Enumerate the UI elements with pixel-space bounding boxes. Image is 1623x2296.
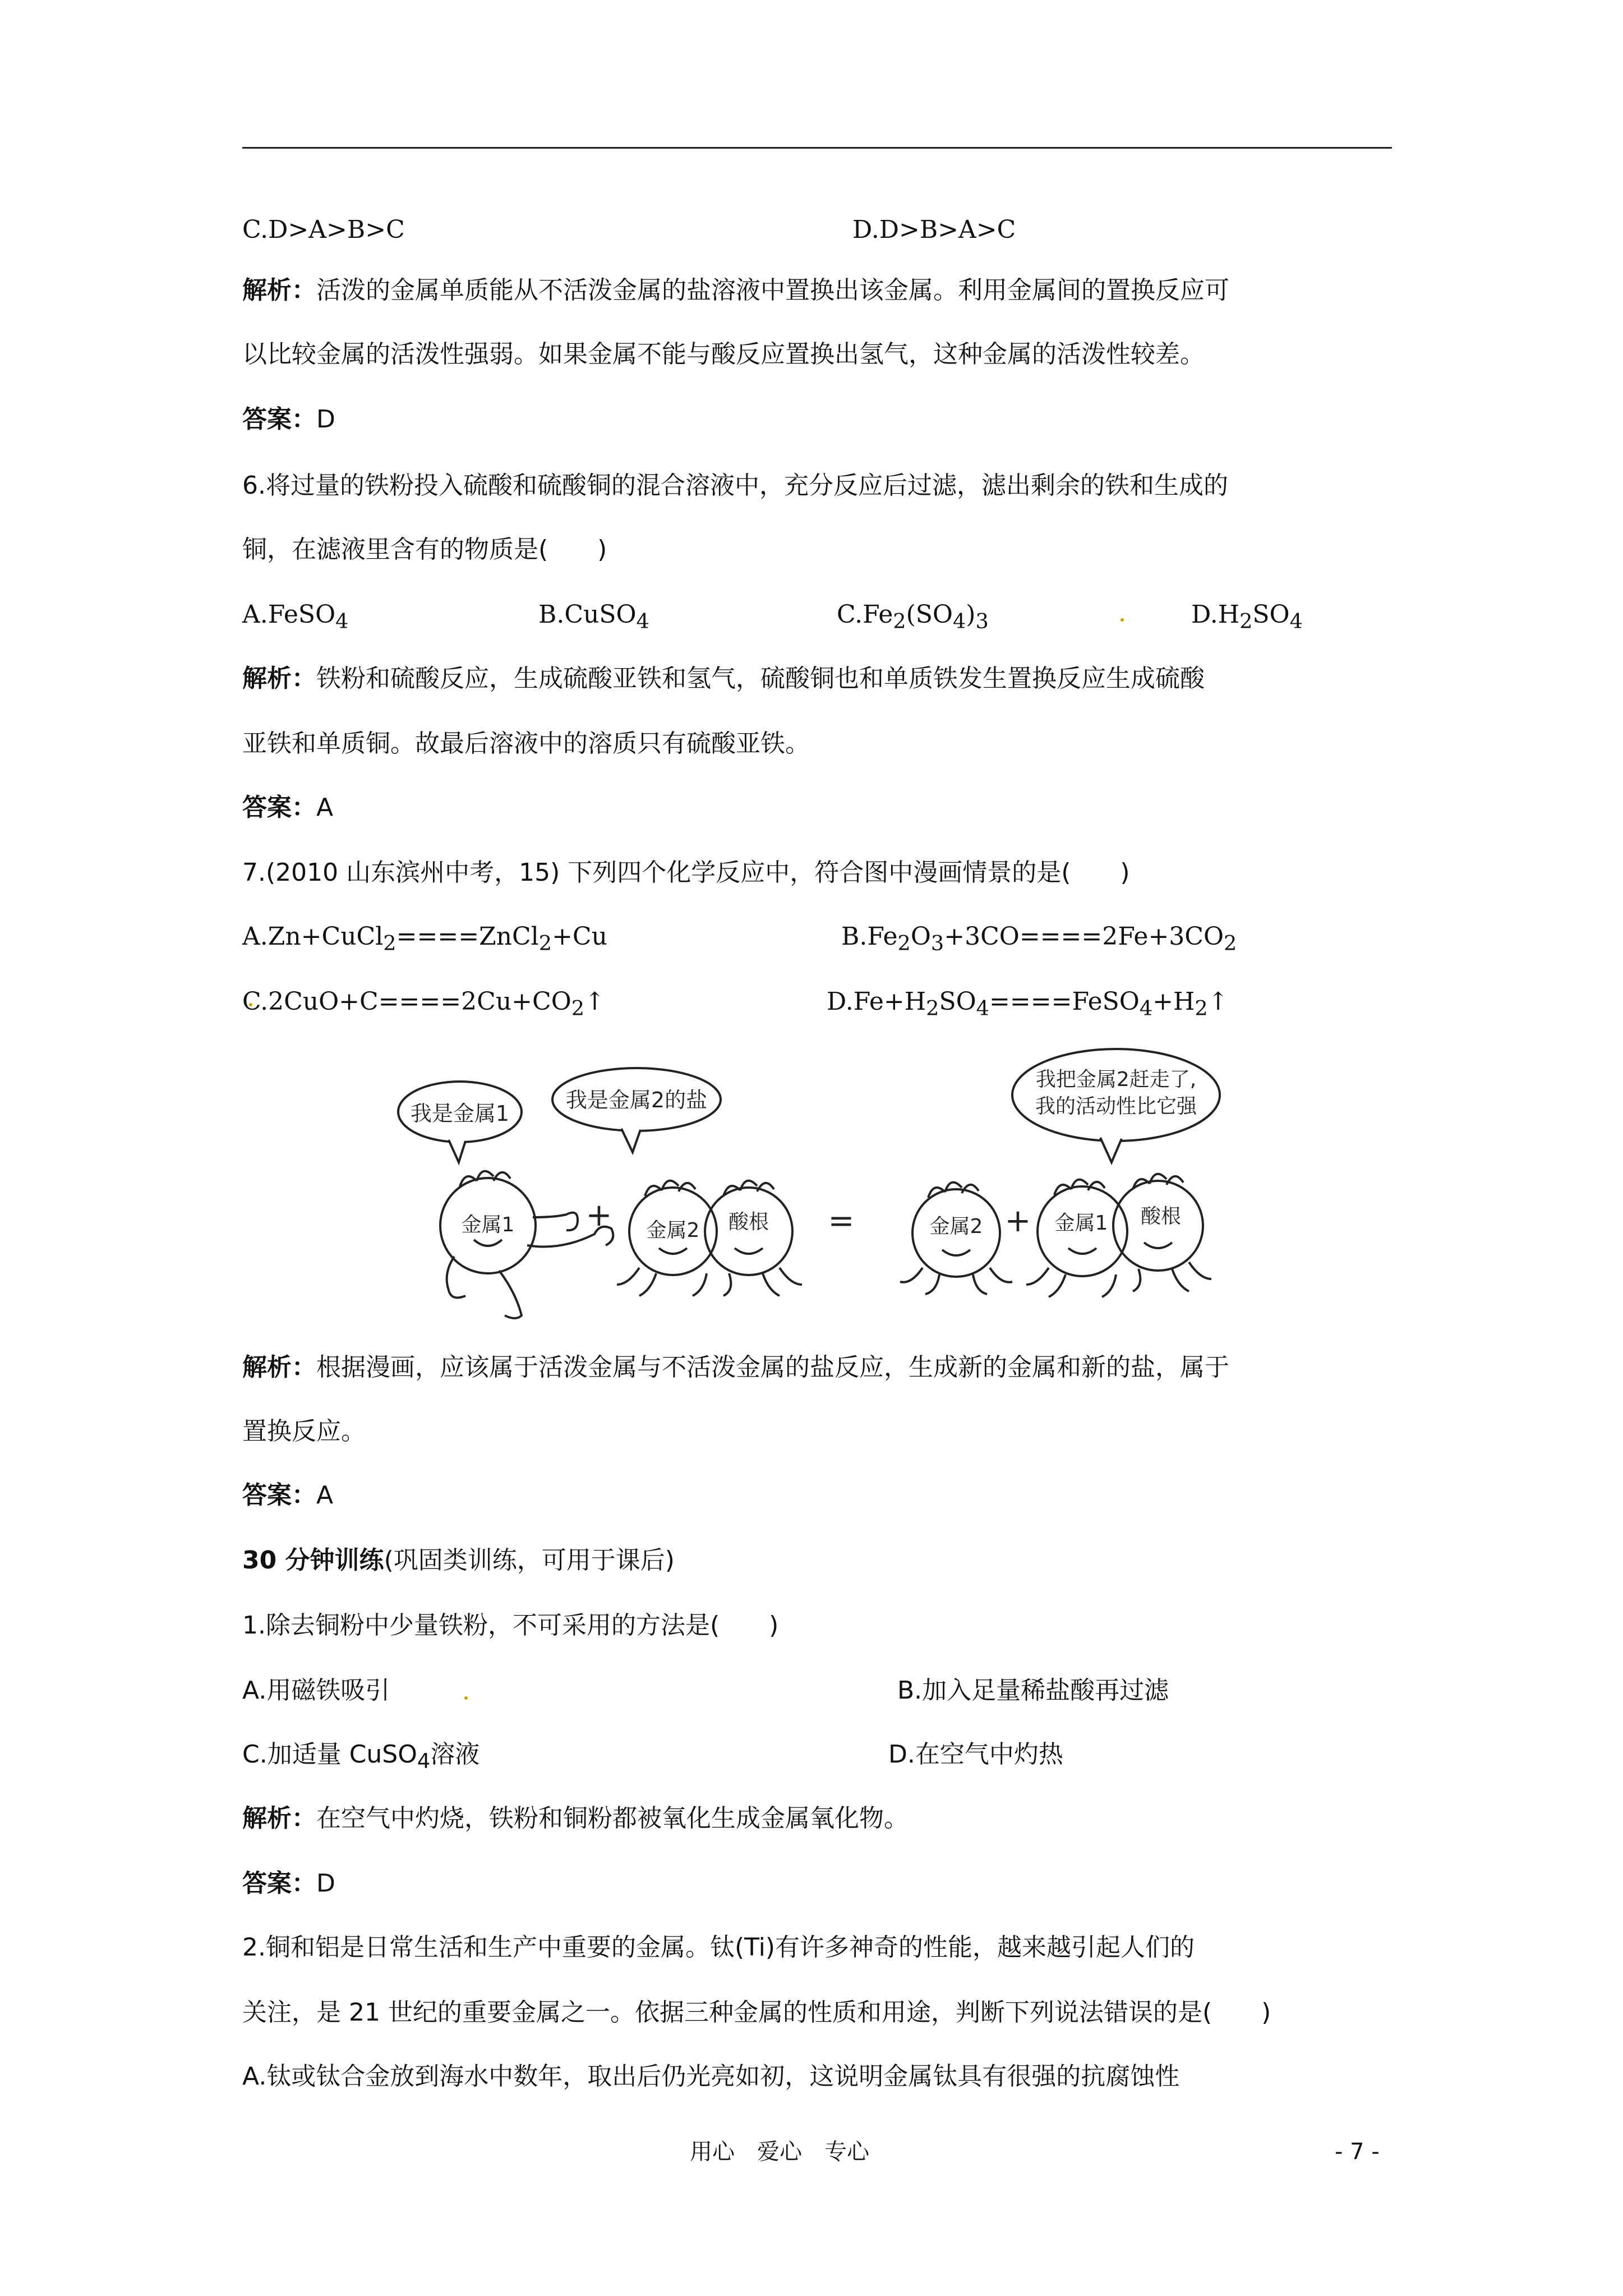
plus-sign-2: + (1004, 1203, 1031, 1239)
answer-label: 答案： (242, 1869, 316, 1898)
analysis-label: 解析： (242, 664, 316, 693)
metal1-salt-label: 金属1 (1054, 1212, 1108, 1235)
speck (464, 1696, 468, 1700)
q7-stem: 7.(2010 山东滨州中考，15) 下列四个化学反应中，符合图中漫画情景的是( ) (242, 858, 1130, 887)
q6-option-c: $C.Fe_2(SO_4)_3$ (837, 600, 989, 633)
s1-option-a: A.用磁铁吸引 (242, 1676, 390, 1705)
section-note: (巩固类训练，可用于课后) (384, 1546, 675, 1575)
q6-stem-line-1: 6.将过量的铁粉投入硫酸和硫酸铜的混合溶液中，充分反应后过滤，滤出剩余的铁和生成的 (242, 471, 1228, 500)
q7-option-c: $C.2CuO+C====2Cu+CO_2↑$ (242, 987, 605, 1020)
bubble2-text: 我是金属2的盐 (565, 1088, 708, 1112)
acid-root-label: 酸根 (728, 1211, 769, 1234)
s1-option-d: D.在空气中灼热 (888, 1740, 1063, 1769)
section-title: 30 分钟训练 (242, 1546, 384, 1575)
q5-answer (242, 403, 335, 436)
q7-analysis-line-2: 置换反应。 (242, 1417, 366, 1446)
answer-value: D (316, 1869, 335, 1898)
answer-label: 答案： (242, 405, 316, 434)
metal2-label: 金属2 (646, 1219, 700, 1242)
q6-option-d: $D.H_2SO_4$ (1191, 600, 1303, 633)
answer-value: A (316, 1481, 334, 1510)
q5-option-c: C.D>A>B>C (242, 215, 405, 244)
acid-root-salt-label: 酸根 (1140, 1205, 1182, 1228)
equals-sign: = (828, 1203, 855, 1239)
q6-option-a: A.FeSO$_4$ (242, 600, 349, 633)
q7-option-b: $B.Fe_2O_3+3CO====2Fe+3CO_2$ (841, 922, 1237, 955)
s2-stem-line-1: 2.铜和铝是日常生活和生产中重要的金属。钛(Ti)有许多神奇的性能，越来越引起人们的 (242, 1933, 1195, 1962)
analysis-label: 解析： (242, 1353, 316, 1382)
q6-analysis-line-2: 亚铁和单质铜。故最后溶液中的溶质只有硫酸亚铁。 (242, 729, 810, 758)
section-heading (242, 1544, 675, 1577)
s1-option-b: B.加入足量稀盐酸再过滤 (897, 1676, 1169, 1705)
s1-answer (242, 1867, 335, 1901)
header-rule (242, 147, 1392, 149)
answer-value: D (316, 405, 335, 434)
bubble3-text-line-1: 我把金属2赶走了, (1035, 1068, 1197, 1091)
s1-option-c: C.加适量 CuSO$_4$溶液 (242, 1740, 480, 1773)
analysis-label: 解析： (242, 1804, 316, 1833)
q6-analysis-line-1 (242, 662, 1205, 696)
metal-displacement-cartoon (393, 1032, 1245, 1324)
s1-analysis (242, 1802, 909, 1835)
bubble1-text: 我是金属1 (410, 1101, 510, 1126)
bubble3-text-line-2: 我的活动性比它强 (1035, 1095, 1197, 1118)
footer-motto: 用心 爱心 专心 (690, 2139, 869, 2165)
q5-analysis-line-1 (242, 274, 1229, 307)
page-number: - 7 - (1335, 2139, 1380, 2165)
q6-option-b: B.CuSO$_4$ (538, 600, 649, 633)
q7-option-d: $D.Fe+H_2SO_4====FeSO_4+H_2↑$ (827, 987, 1229, 1020)
answer-value: A (316, 793, 334, 822)
answer-label: 答案： (242, 1481, 316, 1510)
answer-label: 答案： (242, 793, 316, 822)
s1-stem: 1.除去铜粉中少量铁粉，不可采用的方法是( ) (242, 1611, 779, 1640)
metal1-label: 金属1 (461, 1213, 515, 1236)
q7-analysis-line-1 (242, 1351, 1229, 1384)
s2-option-a: A.钛或钛合金放到海水中数年，取出后仍光亮如初，这说明金属钛具有很强的抗腐蚀性 (242, 2062, 1180, 2091)
q6-stem-line-2: 铜，在滤液里含有的物质是( ) (242, 535, 607, 564)
analysis-text: 活泼的金属单质能从不活泼金属的盐溶液中置换出该金属。利用金属间的置换反应可 (316, 276, 1229, 305)
analysis-text: 铁粉和硫酸反应，生成硫酸亚铁和氢气，硫酸铜也和单质铁发生置换反应生成硫酸 (316, 664, 1205, 693)
analysis-text: 根据漫画，应该属于活泼金属与不活泼金属的盐反应，生成新的金属和新的盐，属于 (316, 1353, 1229, 1382)
analysis-text: 在空气中灼烧，铁粉和铜粉都被氧化生成金属氧化物。 (316, 1804, 909, 1833)
speck (1121, 618, 1124, 622)
q5-option-d: D.D>B>A>C (852, 215, 1016, 244)
plus-sign-1: + (585, 1197, 612, 1234)
q7-answer (242, 1479, 333, 1512)
metal2-freed-label: 金属2 (929, 1215, 983, 1238)
s2-stem-line-2: 关注，是 21 世纪的重要金属之一。依据三种金属的性质和用途，判断下列说法错误的是( ) (242, 1998, 1271, 2027)
q5-analysis-line-2: 以比较金属的活泼性强弱。如果金属不能与酸反应置换出氢气，这种金属的活泼性较差。 (242, 340, 1205, 369)
q7-option-a: A.Zn+CuCl$_2$====ZnCl$_2$+Cu (242, 922, 607, 955)
analysis-label: 解析： (242, 276, 316, 305)
q6-answer (242, 791, 333, 825)
